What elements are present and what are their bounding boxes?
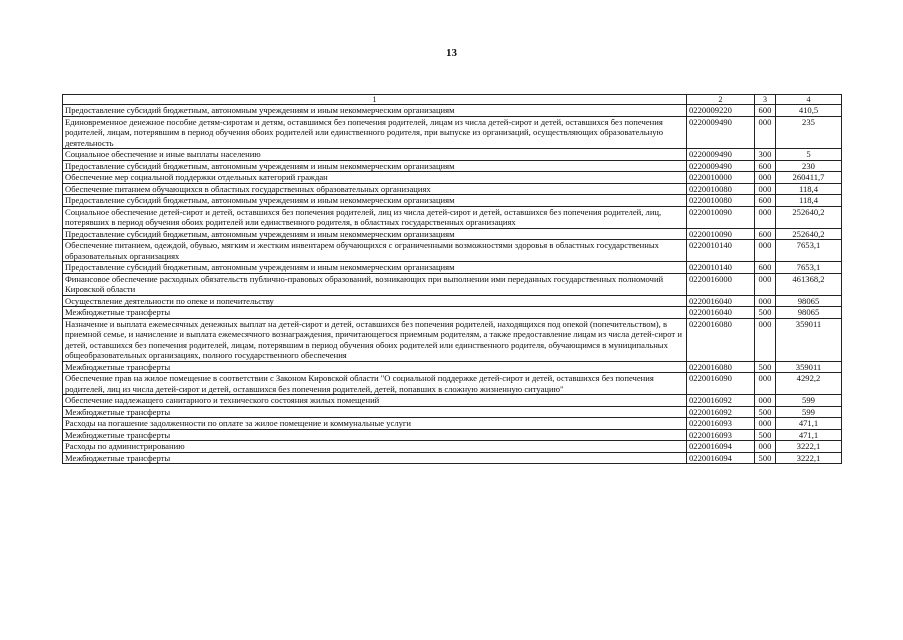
row-name-cell: Социальное обеспечение и иные выплаты населению <box>63 149 687 161</box>
row-type-cell: 500 <box>755 406 776 418</box>
row-sum-cell: 230 <box>776 160 842 172</box>
row-name-cell: Расходы на погашение задолженности по оплате за жилое помещение и коммунальные услуги <box>63 418 687 430</box>
row-sum-cell: 461368,2 <box>776 273 842 295</box>
table-row <box>63 228 842 240</box>
row-sum-cell: 118,4 <box>776 183 842 195</box>
row-type-cell: 000 <box>755 183 776 195</box>
row-type-cell: 000 <box>755 206 776 228</box>
row-sum-cell: 4292,2 <box>776 373 842 395</box>
row-name-cell: Предоставление субсидий бюджетным, автономным учреждениям и иным некоммерческим организациям <box>63 262 687 274</box>
row-sum-cell: 3222,1 <box>776 441 842 453</box>
row-type-cell: 000 <box>755 395 776 407</box>
row-type-cell: 500 <box>755 429 776 441</box>
row-name-cell: Обеспечение прав на жилое помещение в соответствии с Законом Кировской области "О социальной поддержке детей-сирот и детей, оставшихся без попечения родителей, лиц из числа детей-сирот и детей, оставшихся без попечения родителей, детей, попавших в сложную жизненную ситуацию" <box>63 373 687 395</box>
row-sum-cell: 599 <box>776 395 842 407</box>
row-name-cell: Предоставление субсидий бюджетным, автономным учреждениям и иным некоммерческим организациям <box>63 160 687 172</box>
row-code-cell: 0220009490 <box>687 149 755 161</box>
row-name-cell: Межбюджетные трансферты <box>63 307 687 319</box>
row-code-cell: 0220010000 <box>687 172 755 184</box>
table-row <box>63 418 842 430</box>
row-sum-cell: 471,1 <box>776 429 842 441</box>
row-type-cell: 000 <box>755 441 776 453</box>
row-code-cell: 0220016092 <box>687 406 755 418</box>
row-type-cell: 600 <box>755 228 776 240</box>
row-name-cell: Обеспечение питанием, одеждой, обувью, мягким и жестким инвентарем обучающихся с ограниченными возможностями здоровья в областных государственных образовательных организациях <box>63 240 687 262</box>
row-type-cell: 000 <box>755 273 776 295</box>
table-row <box>63 206 842 228</box>
row-code-cell: 0220016080 <box>687 318 755 361</box>
row-type-cell: 600 <box>755 105 776 117</box>
row-code-cell: 0220016040 <box>687 307 755 319</box>
table-row <box>63 373 842 395</box>
row-code-cell: 0220016080 <box>687 361 755 373</box>
row-sum-cell: 7653,1 <box>776 240 842 262</box>
row-code-cell: 0220016094 <box>687 441 755 453</box>
header-cell-sum: 4 <box>776 95 842 105</box>
table-row <box>63 195 842 207</box>
table-row <box>63 361 842 373</box>
row-type-cell: 300 <box>755 149 776 161</box>
row-name-cell: Обеспечение мер социальной поддержки отдельных категорий граждан <box>63 172 687 184</box>
row-name-cell: Межбюджетные трансферты <box>63 361 687 373</box>
row-name-cell: Единовременное денежное пособие детям-сиротам и детям, оставшимся без попечения родителей, лицам из числа детей-сирот и детей, оставшихся без попечения родителей, лицам, потерявшим в период обучения обоих родителей или единственного родителя, при выпуске из организаций, осуществляющих образовательную деятельность <box>63 116 687 149</box>
header-cell-type: 3 <box>755 95 776 105</box>
table-row <box>63 105 842 117</box>
table-row <box>63 116 842 149</box>
row-sum-cell: 599 <box>776 406 842 418</box>
row-sum-cell: 7653,1 <box>776 262 842 274</box>
table-row <box>63 406 842 418</box>
row-code-cell: 0220010090 <box>687 206 755 228</box>
row-type-cell: 600 <box>755 160 776 172</box>
row-name-cell: Назначение и выплата ежемесячных денежных выплат на детей-сирот и детей, оставшихся без попечения родителей, находящихся под опекой (попечительством), в приемной семье, и начисление и выплата ежемесячного вознаграждения, причитающегося приемным родителям, а также предоставление лицам из числа детей-сирот и детей, оставшихся без попечения родителей, лицам, потерявшим в период обучения обоих родителей или единственного родителя, обучающимся в муниципальных общеобразовательных организациях, полного государственного обеспечения <box>63 318 687 361</box>
row-name-cell: Финансовое обеспечение расходных обязательств публично-правовых образований, возникающих при выполнении ими переданных государственных полномочий Кировской области <box>63 273 687 295</box>
row-type-cell: 000 <box>755 172 776 184</box>
row-name-cell: Предоставление субсидий бюджетным, автономным учреждениям и иным некоммерческим организациям <box>63 228 687 240</box>
row-name-cell: Обеспечение надлежащего санитарного и технического состояния жилых помещений <box>63 395 687 407</box>
header-cell-code: 2 <box>687 95 755 105</box>
row-name-cell: Предоставление субсидий бюджетным, автономным учреждениям и иным некоммерческим организациям <box>63 195 687 207</box>
table-row <box>63 441 842 453</box>
table-row <box>63 295 842 307</box>
row-type-cell: 000 <box>755 418 776 430</box>
row-type-cell: 500 <box>755 307 776 319</box>
row-type-cell: 500 <box>755 361 776 373</box>
row-type-cell: 000 <box>755 295 776 307</box>
row-code-cell: 0220016093 <box>687 418 755 430</box>
table-row <box>63 307 842 319</box>
row-name-cell: Социальное обеспечение детей-сирот и детей, оставшихся без попечения родителей, лиц из числа детей-сирот и детей, оставшихся без попечения родителей, лиц, потерявших в период обучения обоих родителей или единственного родителя, в областных государственных организациях <box>63 206 687 228</box>
row-sum-cell: 235 <box>776 116 842 149</box>
row-name-cell: Межбюджетные трансферты <box>63 429 687 441</box>
row-code-cell: 0220010080 <box>687 195 755 207</box>
table-row <box>63 429 842 441</box>
row-sum-cell: 252640,2 <box>776 206 842 228</box>
row-sum-cell: 471,1 <box>776 418 842 430</box>
row-code-cell: 0220010140 <box>687 262 755 274</box>
row-sum-cell: 252640,2 <box>776 228 842 240</box>
row-type-cell: 000 <box>755 318 776 361</box>
budget-table <box>62 94 842 464</box>
row-sum-cell: 3222,1 <box>776 452 842 464</box>
table-row <box>63 160 842 172</box>
row-name-cell: Обеспечение питанием обучающихся в областных государственных образовательных организациях <box>63 183 687 195</box>
row-sum-cell: 359011 <box>776 361 842 373</box>
row-code-cell: 0220016000 <box>687 273 755 295</box>
row-code-cell: 0220016040 <box>687 295 755 307</box>
page-number: 13 <box>446 47 457 59</box>
row-type-cell: 600 <box>755 195 776 207</box>
table-row <box>63 318 842 361</box>
row-code-cell: 0220016090 <box>687 373 755 395</box>
table-row <box>63 172 842 184</box>
row-code-cell: 0220009490 <box>687 160 755 172</box>
row-name-cell: Осуществление деятельности по опеке и попечительству <box>63 295 687 307</box>
table-row <box>63 183 842 195</box>
row-name-cell: Расходы по администрированию <box>63 441 687 453</box>
row-sum-cell: 359011 <box>776 318 842 361</box>
row-name-cell: Предоставление субсидий бюджетным, автономным учреждениям и иным некоммерческим организациям <box>63 105 687 117</box>
header-cell-name: 1 <box>63 95 687 105</box>
row-type-cell: 500 <box>755 452 776 464</box>
row-code-cell: 0220016093 <box>687 429 755 441</box>
row-sum-cell: 410,5 <box>776 105 842 117</box>
row-sum-cell: 98065 <box>776 307 842 319</box>
table-row <box>63 395 842 407</box>
row-name-cell: Межбюджетные трансферты <box>63 452 687 464</box>
table-row <box>63 452 842 464</box>
row-sum-cell: 98065 <box>776 295 842 307</box>
row-code-cell: 0220010140 <box>687 240 755 262</box>
row-sum-cell: 5 <box>776 149 842 161</box>
table-row <box>63 262 842 274</box>
row-type-cell: 000 <box>755 240 776 262</box>
row-type-cell: 600 <box>755 262 776 274</box>
row-code-cell: 0220010080 <box>687 183 755 195</box>
row-name-cell: Межбюджетные трансферты <box>63 406 687 418</box>
row-type-cell: 000 <box>755 373 776 395</box>
row-sum-cell: 260411,7 <box>776 172 842 184</box>
table-header-row <box>63 95 842 105</box>
table-row <box>63 149 842 161</box>
row-code-cell: 0220016092 <box>687 395 755 407</box>
row-sum-cell: 118,4 <box>776 195 842 207</box>
row-code-cell: 0220010090 <box>687 228 755 240</box>
table-row <box>63 273 842 295</box>
table-row <box>63 240 842 262</box>
row-code-cell: 0220009490 <box>687 116 755 149</box>
row-code-cell: 0220016094 <box>687 452 755 464</box>
budget-table-body <box>63 95 842 464</box>
row-type-cell: 000 <box>755 116 776 149</box>
row-code-cell: 0220009220 <box>687 105 755 117</box>
